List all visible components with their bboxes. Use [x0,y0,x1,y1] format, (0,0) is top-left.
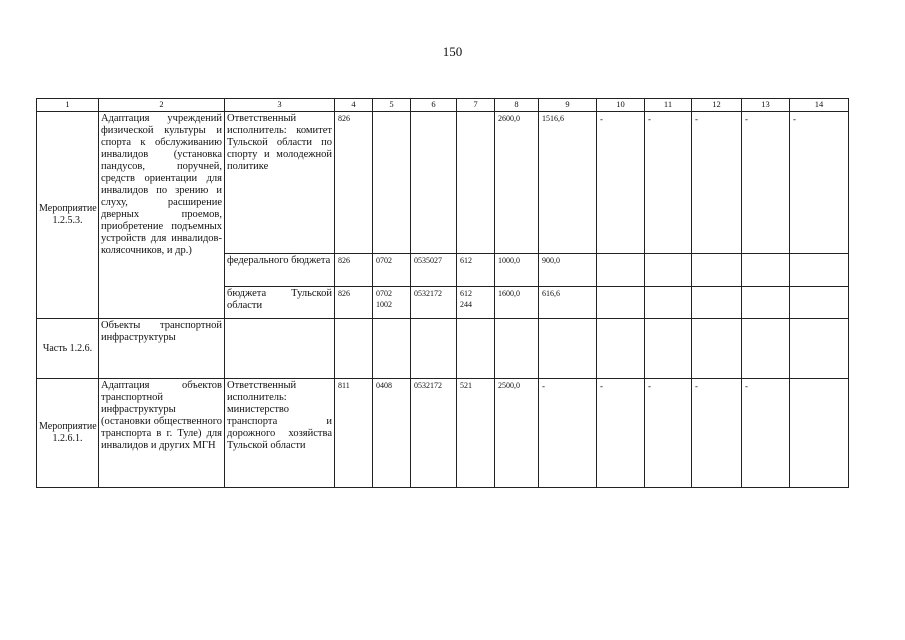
cell-c11 [645,254,692,287]
event-label: Мероприятие 1.2.5.3. [37,112,99,319]
column-header: 7 [457,99,495,112]
program-table [36,98,849,488]
cell-c7-line1: 612 [460,289,472,298]
executor-cell: федерального бюджета [225,254,335,287]
cell-c14: - [790,112,849,254]
cell-c7 [457,112,495,254]
cell-c9: - [539,379,597,488]
column-header: 12 [692,99,742,112]
part-description: Объекты транспортной инфраструктуры [99,319,225,379]
cell-c13 [742,287,790,319]
event-description: Адаптация объектов транспортной инфраструктуры (остановки общественного транспорта в г. Туле) для инвалидов и других МГН [99,379,225,488]
cell-c13 [742,254,790,287]
cell-c6: 0532172 [411,287,457,319]
cell-c6: 0535027 [411,254,457,287]
cell-c11: - [645,112,692,254]
event-label: Мероприятие 1.2.6.1. [37,379,99,488]
cell-c4: 826 [335,254,373,287]
cell-c5: 0702 [373,254,411,287]
cell-c8: 1000,0 [495,254,539,287]
cell-c10 [597,254,645,287]
column-header: 3 [225,99,335,112]
cell-c10: - [597,379,645,488]
cell-c4: 811 [335,379,373,488]
cell-c13: - [742,112,790,254]
cell-c5 [373,287,411,319]
cell-c12 [692,254,742,287]
column-header: 2 [99,99,225,112]
column-header: 6 [411,99,457,112]
event-description: Адаптация учреждений физической культуры и спорта к обслуживанию инвалидов (установка пандусов, поручней, средств ориентации для инвалидов по зрению и слуху, расширение дверных проемов, приобретение подъемных устройств для инвалидов-колясочников, и др.) [99,112,225,319]
table-row [37,112,849,254]
cell-c8: 2600,0 [495,112,539,254]
cell-c9: 1516,6 [539,112,597,254]
cell-c13: - [742,379,790,488]
cell-c5 [373,112,411,254]
column-header: 11 [645,99,692,112]
cell-c9: 616,6 [539,287,597,319]
cell-c9: 900,0 [539,254,597,287]
table-row [37,379,849,488]
cell-c7: 521 [457,379,495,488]
cell-c14 [790,287,849,319]
page-number: 150 [442,44,463,59]
cell-c5-line2: 1002 [376,300,392,309]
cell-c4: 826 [335,287,373,319]
cell-c7: 612 [457,254,495,287]
column-header: 5 [373,99,411,112]
table-row [37,319,849,379]
cell-c12 [692,287,742,319]
cell-c6 [411,112,457,254]
cell-c14 [790,379,849,488]
cell-c5-line1: 0702 [376,289,392,298]
cell-c10: - [597,112,645,254]
column-header: 4 [335,99,373,112]
cell-c12: - [692,379,742,488]
column-header: 8 [495,99,539,112]
cell-c11: - [645,379,692,488]
column-header: 1 [37,99,99,112]
part-label: Часть 1.2.6. [37,319,99,379]
executor-cell: бюджета Тульской области [225,287,335,319]
header-row [37,99,849,112]
cell-c7-line2: 244 [460,300,472,309]
cell-c8: 1600,0 [495,287,539,319]
cell-c8: 2500,0 [495,379,539,488]
cell-c11 [645,287,692,319]
cell-c10 [597,287,645,319]
column-header: 9 [539,99,597,112]
cell-c5: 0408 [373,379,411,488]
cell-c6: 0532172 [411,379,457,488]
cell-c4: 826 [335,112,373,254]
cell-c12: - [692,112,742,254]
column-header: 13 [742,99,790,112]
executor-cell: Ответственный исполнитель: министерство транспорта и дорожного хозяйства Тульской области [225,379,335,488]
column-header: 10 [597,99,645,112]
cell-c14 [790,254,849,287]
executor-cell: Ответственный исполнитель: комитет Тульской области по спорту и молодежной политике [225,112,335,254]
cell-c7 [457,287,495,319]
column-header: 14 [790,99,849,112]
